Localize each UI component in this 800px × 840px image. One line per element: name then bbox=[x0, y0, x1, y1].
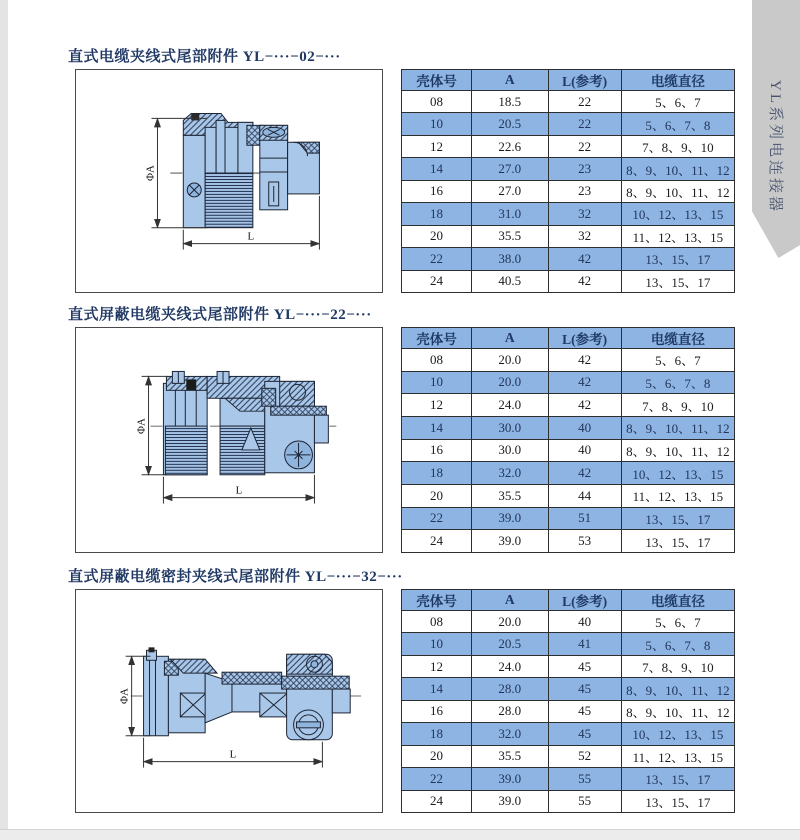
table-cell: 7、8、9、10 bbox=[621, 135, 734, 157]
table-cell: 13、15、17 bbox=[621, 790, 734, 813]
dim-l-label: L bbox=[235, 484, 243, 497]
table-row bbox=[402, 180, 735, 202]
table-cell: 8、9、10、11、12 bbox=[621, 416, 734, 439]
parts-table-02 bbox=[401, 69, 735, 293]
table-row bbox=[402, 507, 735, 530]
dim-a-label: ΦA bbox=[118, 688, 131, 704]
table-row bbox=[402, 349, 735, 372]
table-cell: 35.5 bbox=[471, 745, 548, 767]
table-row bbox=[402, 611, 735, 633]
table-cell: 5、6、7 bbox=[621, 91, 734, 113]
table-cell: 18.5 bbox=[471, 91, 548, 113]
table-cell: 28.0 bbox=[471, 678, 548, 700]
table-cell: 52 bbox=[548, 745, 621, 767]
dimension-l bbox=[144, 738, 323, 768]
table-cell: 22 bbox=[402, 248, 472, 270]
table-row bbox=[402, 530, 735, 553]
table-cell: 35.5 bbox=[471, 484, 548, 507]
table-row bbox=[402, 439, 735, 462]
table-cell: 55 bbox=[548, 768, 621, 790]
technical-drawing-32 bbox=[76, 590, 382, 812]
table-cell: 31.0 bbox=[471, 203, 548, 225]
table-cell: 18 bbox=[402, 723, 472, 745]
table-cell: 08 bbox=[402, 349, 472, 372]
table-row bbox=[402, 203, 735, 225]
table-cell: 23 bbox=[548, 180, 621, 202]
section-title-32: 直式屏蔽电缆密封夹线式尾部附件 YL−···−32−··· bbox=[68, 569, 403, 585]
table-cell: 10、12、13、15 bbox=[621, 723, 734, 745]
table-row bbox=[402, 91, 735, 113]
table-cell: 20.5 bbox=[471, 633, 548, 655]
table-cell: 51 bbox=[548, 507, 621, 530]
table-row bbox=[402, 700, 735, 722]
table-row bbox=[402, 394, 735, 417]
column-header: 壳体号 bbox=[402, 590, 472, 611]
table-cell: 42 bbox=[548, 462, 621, 485]
table-cell: 13、15、17 bbox=[621, 248, 734, 270]
table-cell: 32 bbox=[548, 225, 621, 247]
table-row bbox=[402, 416, 735, 439]
table-cell: 16 bbox=[402, 439, 472, 462]
table-cell: 32.0 bbox=[471, 462, 548, 485]
table-cell: 45 bbox=[548, 700, 621, 722]
drawing-box-02 bbox=[75, 69, 383, 293]
table-cell: 24.0 bbox=[471, 394, 548, 417]
drawing-body bbox=[131, 647, 364, 739]
table-cell: 12 bbox=[402, 135, 472, 157]
drawing-box-22 bbox=[75, 327, 383, 553]
drawing-body bbox=[151, 371, 337, 474]
table-row bbox=[402, 678, 735, 700]
table-cell: 45 bbox=[548, 655, 621, 677]
dimension-l bbox=[163, 475, 314, 504]
table-cell: 8、9、10、11、12 bbox=[621, 678, 734, 700]
table-cell: 27.0 bbox=[471, 158, 548, 180]
column-header: A bbox=[471, 70, 548, 91]
table-cell: 39.0 bbox=[471, 790, 548, 813]
table-row bbox=[402, 484, 735, 507]
table-row bbox=[402, 135, 735, 157]
column-header: A bbox=[471, 328, 548, 349]
side-tab-label: YL系列电连接器 bbox=[767, 80, 783, 214]
table-row bbox=[402, 745, 735, 767]
drawing-box-32 bbox=[75, 589, 383, 813]
table-cell: 53 bbox=[548, 530, 621, 553]
table-cell: 32.0 bbox=[471, 723, 548, 745]
table-cell: 20.5 bbox=[471, 113, 548, 135]
table-cell: 45 bbox=[548, 678, 621, 700]
table-cell: 22 bbox=[402, 768, 472, 790]
table-row bbox=[402, 270, 735, 293]
table-row bbox=[402, 768, 735, 790]
table-cell: 22 bbox=[548, 91, 621, 113]
table-cell: 20.0 bbox=[471, 371, 548, 394]
table-cell: 24 bbox=[402, 530, 472, 553]
table-row bbox=[402, 655, 735, 677]
drawing-body bbox=[170, 113, 319, 227]
table-cell: 16 bbox=[402, 700, 472, 722]
table-cell: 20 bbox=[402, 745, 472, 767]
table-cell: 39.0 bbox=[471, 530, 548, 553]
table-cell: 10 bbox=[402, 371, 472, 394]
table-cell: 8、9、10、11、12 bbox=[621, 158, 734, 180]
table-cell: 20 bbox=[402, 225, 472, 247]
table-cell: 42 bbox=[548, 248, 621, 270]
table-cell: 24.0 bbox=[471, 655, 548, 677]
table-row bbox=[402, 633, 735, 655]
table-row bbox=[402, 225, 735, 247]
table-cell: 10、12、13、15 bbox=[621, 462, 734, 485]
table-cell: 14 bbox=[402, 678, 472, 700]
table-cell: 40 bbox=[548, 611, 621, 633]
column-header: 电缆直径 bbox=[621, 70, 734, 91]
table-cell: 39.0 bbox=[471, 768, 548, 790]
table-cell: 8、9、10、11、12 bbox=[621, 439, 734, 462]
page-left-edge bbox=[0, 0, 8, 840]
table-cell: 40.5 bbox=[471, 270, 548, 293]
dimension-phi-a bbox=[136, 376, 168, 474]
table-cell: 41 bbox=[548, 633, 621, 655]
table-cell: 7、8、9、10 bbox=[621, 394, 734, 417]
table-cell: 42 bbox=[548, 349, 621, 372]
table-cell: 10、12、13、15 bbox=[621, 203, 734, 225]
table-cell: 08 bbox=[402, 611, 472, 633]
table-cell: 10 bbox=[402, 113, 472, 135]
table-cell: 24 bbox=[402, 270, 472, 293]
column-header: A bbox=[471, 590, 548, 611]
table-cell: 13、15、17 bbox=[621, 507, 734, 530]
table-row bbox=[402, 723, 735, 745]
table-cell: 40 bbox=[548, 416, 621, 439]
table-cell: 5、6、7、8 bbox=[621, 113, 734, 135]
section-title-22: 直式屏蔽电缆夹线式尾部附件 YL−···−22−··· bbox=[68, 307, 372, 323]
table-cell: 42 bbox=[548, 371, 621, 394]
table-cell: 20.0 bbox=[471, 349, 548, 372]
column-header: L(参考) bbox=[548, 590, 621, 611]
table-row bbox=[402, 248, 735, 270]
table-cell: 30.0 bbox=[471, 416, 548, 439]
table-cell: 22 bbox=[548, 113, 621, 135]
dim-a-label: ΦA bbox=[144, 165, 157, 181]
table-cell: 42 bbox=[548, 270, 621, 293]
table-cell: 55 bbox=[548, 790, 621, 813]
table-cell: 08 bbox=[402, 91, 472, 113]
table-cell: 5、6、7 bbox=[621, 611, 734, 633]
table-row bbox=[402, 462, 735, 485]
table-cell: 5、6、7、8 bbox=[621, 371, 734, 394]
dim-l-label: L bbox=[247, 230, 255, 243]
table-cell: 16 bbox=[402, 180, 472, 202]
table-cell: 20 bbox=[402, 484, 472, 507]
column-header: 壳体号 bbox=[402, 328, 472, 349]
table-cell: 18 bbox=[402, 462, 472, 485]
table-cell: 45 bbox=[548, 723, 621, 745]
table-cell: 14 bbox=[402, 416, 472, 439]
parts-table-32 bbox=[401, 589, 735, 813]
table-cell: 24 bbox=[402, 790, 472, 813]
table-row bbox=[402, 371, 735, 394]
column-header: 电缆直径 bbox=[621, 328, 734, 349]
table-cell: 13、15、17 bbox=[621, 270, 734, 293]
table-cell: 8、9、10、11、12 bbox=[621, 700, 734, 722]
table-cell: 38.0 bbox=[471, 248, 548, 270]
table-cell: 11、12、13、15 bbox=[621, 745, 734, 767]
table-cell: 30.0 bbox=[471, 439, 548, 462]
table-cell: 12 bbox=[402, 655, 472, 677]
table-header-row bbox=[402, 328, 735, 349]
table-cell: 5、6、7 bbox=[621, 349, 734, 372]
table-header-row bbox=[402, 70, 735, 91]
table-cell: 22 bbox=[402, 507, 472, 530]
column-header: 壳体号 bbox=[402, 70, 472, 91]
table-cell: 22 bbox=[548, 135, 621, 157]
table-row bbox=[402, 113, 735, 135]
section-title-02: 直式电缆夹线式尾部附件 YL−···−02−··· bbox=[68, 49, 341, 65]
table-cell: 12 bbox=[402, 394, 472, 417]
table-cell: 14 bbox=[402, 158, 472, 180]
table-cell: 7、8、9、10 bbox=[621, 655, 734, 677]
technical-drawing-02 bbox=[76, 70, 382, 292]
table-cell: 39.0 bbox=[471, 507, 548, 530]
table-cell: 20.0 bbox=[471, 611, 548, 633]
column-header: L(参考) bbox=[548, 70, 621, 91]
table-cell: 13、15、17 bbox=[621, 768, 734, 790]
table-cell: 10 bbox=[402, 633, 472, 655]
table-cell: 35.5 bbox=[471, 225, 548, 247]
table-cell: 18 bbox=[402, 203, 472, 225]
table-cell: 22.6 bbox=[471, 135, 548, 157]
table-cell: 13、15、17 bbox=[621, 530, 734, 553]
page-bottom-edge bbox=[0, 829, 800, 840]
column-header: 电缆直径 bbox=[621, 590, 734, 611]
dim-a-label: ΦA bbox=[135, 418, 148, 435]
table-cell: 44 bbox=[548, 484, 621, 507]
table-header-row bbox=[402, 590, 735, 611]
table-row bbox=[402, 790, 735, 813]
technical-drawing-22 bbox=[76, 328, 382, 552]
table-cell: 11、12、13、15 bbox=[621, 484, 734, 507]
table-cell: 8、9、10、11、12 bbox=[621, 180, 734, 202]
table-cell: 27.0 bbox=[471, 180, 548, 202]
table-cell: 5、6、7、8 bbox=[621, 633, 734, 655]
table-cell: 23 bbox=[548, 158, 621, 180]
table-cell: 28.0 bbox=[471, 700, 548, 722]
parts-table-22 bbox=[401, 327, 735, 553]
table-cell: 42 bbox=[548, 394, 621, 417]
column-header: L(参考) bbox=[548, 328, 621, 349]
table-cell: 32 bbox=[548, 203, 621, 225]
dim-l-label: L bbox=[229, 748, 237, 761]
table-row bbox=[402, 158, 735, 180]
table-cell: 11、12、13、15 bbox=[621, 225, 734, 247]
table-cell: 40 bbox=[548, 439, 621, 462]
